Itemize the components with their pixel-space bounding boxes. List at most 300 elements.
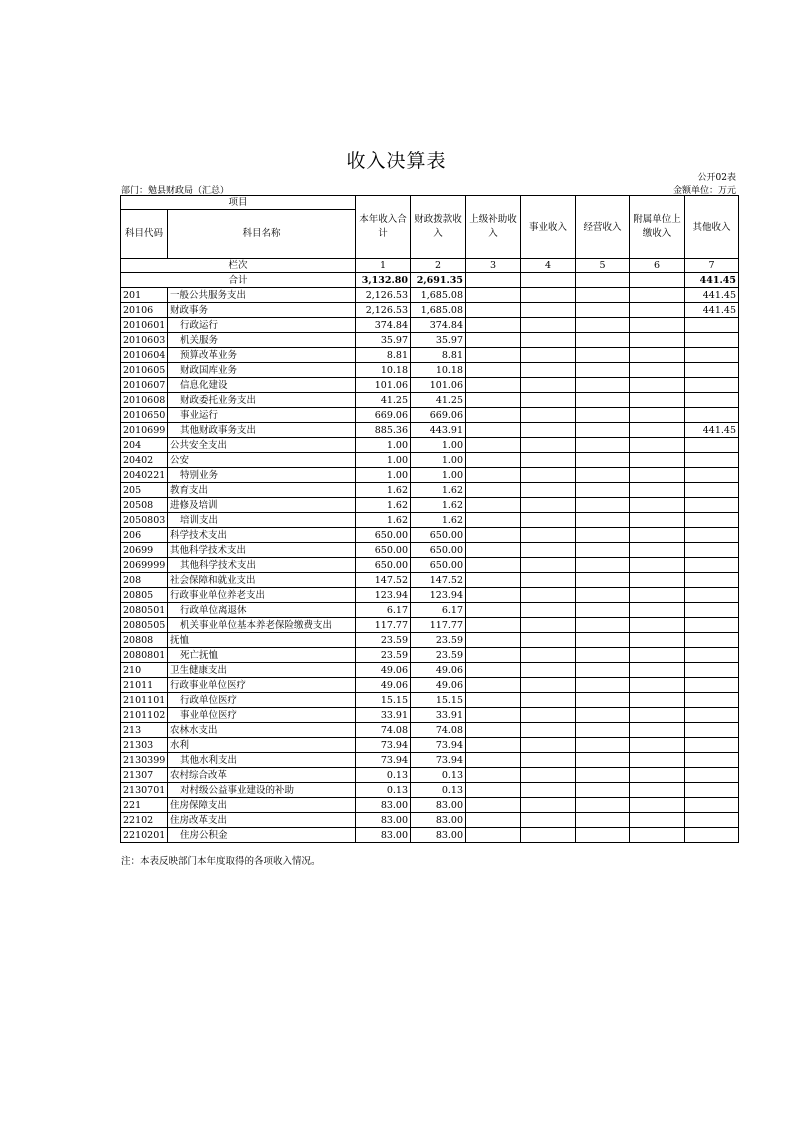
row-code: 205	[121, 483, 168, 498]
row-code: 2080505	[121, 618, 168, 633]
table-row	[121, 603, 739, 618]
row-code: 2010604	[121, 348, 168, 363]
row-name: 财政国库业务	[168, 363, 356, 378]
row-other	[685, 528, 739, 543]
row-total-income: 83.00	[356, 828, 411, 843]
row-superior	[466, 753, 521, 768]
row-superior	[466, 768, 521, 783]
row-code: 22102	[121, 813, 168, 828]
row-other	[685, 558, 739, 573]
row-total-income: 6.17	[356, 603, 411, 618]
row-name: 社会保障和就业支出	[168, 573, 356, 588]
row-operating	[576, 723, 630, 738]
row-other	[685, 318, 739, 333]
row-other	[685, 498, 739, 513]
row-superior	[466, 543, 521, 558]
row-business	[521, 663, 576, 678]
table-row	[121, 693, 739, 708]
row-business	[521, 813, 576, 828]
row-fiscal: 123.94	[411, 588, 466, 603]
table-row	[121, 513, 739, 528]
row-operating	[576, 693, 630, 708]
row-business	[521, 483, 576, 498]
table-row	[121, 408, 739, 423]
row-superior	[466, 633, 521, 648]
row-superior	[466, 303, 521, 318]
row-total-income: 1.00	[356, 438, 411, 453]
row-superior	[466, 558, 521, 573]
row-fiscal: 650.00	[411, 528, 466, 543]
row-fiscal: 1.00	[411, 468, 466, 483]
row-business	[521, 348, 576, 363]
row-code: 20106	[121, 303, 168, 318]
row-affiliated	[630, 813, 685, 828]
table-row	[121, 483, 739, 498]
table-row	[121, 663, 739, 678]
header-code: 科目代码	[121, 210, 168, 259]
row-business	[521, 708, 576, 723]
row-total-income: 669.06	[356, 408, 411, 423]
row-business	[521, 393, 576, 408]
row-operating	[576, 648, 630, 663]
row-operating	[576, 438, 630, 453]
row-code: 2069999	[121, 558, 168, 573]
row-name: 其他科学技术支出	[168, 558, 356, 573]
row-name: 抚恤	[168, 633, 356, 648]
row-other	[685, 753, 739, 768]
row-affiliated	[630, 633, 685, 648]
row-code: 2010608	[121, 393, 168, 408]
row-fiscal: 1,685.08	[411, 288, 466, 303]
row-name: 行政单位离退休	[168, 603, 356, 618]
row-name: 行政运行	[168, 318, 356, 333]
row-code: 2210201	[121, 828, 168, 843]
row-fiscal: 35.97	[411, 333, 466, 348]
row-fiscal: 650.00	[411, 543, 466, 558]
row-fiscal: 117.77	[411, 618, 466, 633]
row-fiscal: 49.06	[411, 663, 466, 678]
row-fiscal: 83.00	[411, 828, 466, 843]
row-code: 2010607	[121, 378, 168, 393]
row-code: 20805	[121, 588, 168, 603]
row-total-income: 0.13	[356, 783, 411, 798]
row-superior	[466, 453, 521, 468]
row-superior	[466, 798, 521, 813]
table-row	[121, 738, 739, 753]
row-operating	[576, 348, 630, 363]
row-other	[685, 393, 739, 408]
row-name: 事业运行	[168, 408, 356, 423]
row-other	[685, 738, 739, 753]
row-other	[685, 618, 739, 633]
row-fiscal: 73.94	[411, 753, 466, 768]
row-other	[685, 363, 739, 378]
row-superior	[466, 573, 521, 588]
table-row	[121, 393, 739, 408]
form-number: 公开02表	[697, 173, 736, 183]
row-name: 公共安全支出	[168, 438, 356, 453]
row-superior	[466, 483, 521, 498]
row-business	[521, 333, 576, 348]
row-business	[521, 693, 576, 708]
row-superior	[466, 318, 521, 333]
row-other: 441.45	[685, 303, 739, 318]
table-row	[121, 333, 739, 348]
row-affiliated	[630, 768, 685, 783]
row-operating	[576, 618, 630, 633]
table-row	[121, 363, 739, 378]
row-business	[521, 303, 576, 318]
row-business	[521, 588, 576, 603]
row-operating	[576, 498, 630, 513]
row-fiscal: 23.59	[411, 648, 466, 663]
row-name: 行政事业单位医疗	[168, 678, 356, 693]
row-superior	[466, 708, 521, 723]
row-other	[685, 453, 739, 468]
row-affiliated	[630, 738, 685, 753]
row-business	[521, 603, 576, 618]
row-affiliated	[630, 423, 685, 438]
table-row	[121, 723, 739, 738]
row-operating	[576, 543, 630, 558]
row-total-income: 23.59	[356, 648, 411, 663]
row-affiliated	[630, 498, 685, 513]
row-business	[521, 783, 576, 798]
row-business	[521, 543, 576, 558]
row-code: 21307	[121, 768, 168, 783]
row-name: 行政事业单位养老支出	[168, 588, 356, 603]
row-total-income: 49.06	[356, 678, 411, 693]
table-row	[121, 588, 739, 603]
table-row	[121, 798, 739, 813]
row-business	[521, 738, 576, 753]
table-row	[121, 558, 739, 573]
column-number: 7	[685, 259, 739, 273]
row-other	[685, 333, 739, 348]
row-fiscal: 33.91	[411, 708, 466, 723]
row-other	[685, 348, 739, 363]
row-business	[521, 618, 576, 633]
row-operating	[576, 288, 630, 303]
row-total-income: 0.13	[356, 768, 411, 783]
row-fiscal: 15.15	[411, 693, 466, 708]
row-operating	[576, 603, 630, 618]
row-total-income: 374.84	[356, 318, 411, 333]
row-operating	[576, 663, 630, 678]
income-table	[120, 195, 739, 843]
row-operating	[576, 378, 630, 393]
column-number: 3	[466, 259, 521, 273]
row-superior	[466, 588, 521, 603]
row-total-income: 1.62	[356, 483, 411, 498]
header-row-item	[121, 196, 739, 210]
row-other	[685, 573, 739, 588]
row-code: 221	[121, 798, 168, 813]
table-row	[121, 783, 739, 798]
table-row	[121, 303, 739, 318]
row-affiliated	[630, 318, 685, 333]
row-business	[521, 438, 576, 453]
row-total-income: 8.81	[356, 348, 411, 363]
row-operating	[576, 483, 630, 498]
row-business	[521, 363, 576, 378]
row-name: 机关事业单位基本养老保险缴费支出	[168, 618, 356, 633]
row-total-income: 1.62	[356, 513, 411, 528]
row-affiliated	[630, 378, 685, 393]
row-total-income: 117.77	[356, 618, 411, 633]
row-name: 公安	[168, 453, 356, 468]
header-other: 其他收入	[685, 196, 739, 259]
total-fiscal-value: 2,691.35	[411, 273, 466, 288]
row-superior	[466, 738, 521, 753]
row-business	[521, 318, 576, 333]
row-code: 2010650	[121, 408, 168, 423]
row-fiscal: 10.18	[411, 363, 466, 378]
row-other	[685, 603, 739, 618]
row-business	[521, 573, 576, 588]
row-name: 进修及培训	[168, 498, 356, 513]
row-total-income: 10.18	[356, 363, 411, 378]
row-superior	[466, 423, 521, 438]
row-business	[521, 453, 576, 468]
row-name: 教育支出	[168, 483, 356, 498]
row-other	[685, 408, 739, 423]
row-name: 预算改革业务	[168, 348, 356, 363]
row-fiscal: 1.00	[411, 453, 466, 468]
row-code: 2080501	[121, 603, 168, 618]
table-row	[121, 813, 739, 828]
table-row	[121, 528, 739, 543]
row-name: 机关服务	[168, 333, 356, 348]
row-affiliated	[630, 348, 685, 363]
row-business	[521, 648, 576, 663]
row-affiliated	[630, 798, 685, 813]
row-other	[685, 543, 739, 558]
row-total-income: 41.25	[356, 393, 411, 408]
row-code: 2010601	[121, 318, 168, 333]
total-affiliated-value	[630, 273, 685, 288]
row-affiliated	[630, 468, 685, 483]
column-number: 5	[576, 259, 630, 273]
table-row	[121, 438, 739, 453]
row-fiscal: 650.00	[411, 558, 466, 573]
row-business	[521, 723, 576, 738]
header-item: 项目	[121, 196, 356, 210]
total-label: 合计	[121, 273, 356, 288]
row-operating	[576, 768, 630, 783]
row-other	[685, 633, 739, 648]
row-affiliated	[630, 588, 685, 603]
row-fiscal: 8.81	[411, 348, 466, 363]
row-name: 特别业务	[168, 468, 356, 483]
row-code: 213	[121, 723, 168, 738]
row-code: 2101102	[121, 708, 168, 723]
row-operating	[576, 453, 630, 468]
row-code: 206	[121, 528, 168, 543]
row-total-income: 650.00	[356, 543, 411, 558]
row-fiscal: 83.00	[411, 813, 466, 828]
row-total-income: 650.00	[356, 558, 411, 573]
row-business	[521, 408, 576, 423]
row-name: 一般公共服务支出	[168, 288, 356, 303]
row-name: 其他财政事务支出	[168, 423, 356, 438]
row-affiliated	[630, 573, 685, 588]
header-operating: 经营收入	[576, 196, 630, 259]
row-other	[685, 588, 739, 603]
row-name: 住房保障支出	[168, 798, 356, 813]
total-row	[121, 273, 739, 288]
row-operating	[576, 753, 630, 768]
row-operating	[576, 813, 630, 828]
column-number: 6	[630, 259, 685, 273]
row-fiscal: 0.13	[411, 783, 466, 798]
row-total-income: 15.15	[356, 693, 411, 708]
row-superior	[466, 468, 521, 483]
table-row	[121, 828, 739, 843]
row-total-income: 74.08	[356, 723, 411, 738]
row-affiliated	[630, 648, 685, 663]
row-other: 441.45	[685, 288, 739, 303]
row-business	[521, 468, 576, 483]
row-name: 农林水支出	[168, 723, 356, 738]
row-operating	[576, 588, 630, 603]
row-affiliated	[630, 693, 685, 708]
row-code: 2101101	[121, 693, 168, 708]
table-row	[121, 618, 739, 633]
row-code: 21303	[121, 738, 168, 753]
row-fiscal: 0.13	[411, 768, 466, 783]
row-fiscal: 74.08	[411, 723, 466, 738]
row-superior	[466, 663, 521, 678]
row-fiscal: 6.17	[411, 603, 466, 618]
header-total-income: 本年收入合计	[356, 196, 411, 259]
row-superior	[466, 333, 521, 348]
table-row	[121, 678, 739, 693]
row-superior	[466, 363, 521, 378]
total-business-value	[521, 273, 576, 288]
row-name: 财政事务	[168, 303, 356, 318]
table-row	[121, 753, 739, 768]
row-other	[685, 468, 739, 483]
row-total-income: 1.00	[356, 468, 411, 483]
row-name: 科学技术支出	[168, 528, 356, 543]
row-name: 信息化建设	[168, 378, 356, 393]
department-label: 部门：勉县财政局（汇总）	[121, 186, 230, 196]
row-operating	[576, 318, 630, 333]
row-total-income: 2,126.53	[356, 288, 411, 303]
header-name: 科目名称	[168, 210, 356, 259]
row-total-income: 2,126.53	[356, 303, 411, 318]
row-business	[521, 528, 576, 543]
table-row	[121, 468, 739, 483]
row-code: 204	[121, 438, 168, 453]
row-code: 2040221	[121, 468, 168, 483]
row-affiliated	[630, 723, 685, 738]
row-total-income: 83.00	[356, 798, 411, 813]
row-name: 对村级公益事业建设的补助	[168, 783, 356, 798]
row-fiscal: 73.94	[411, 738, 466, 753]
row-affiliated	[630, 288, 685, 303]
row-operating	[576, 393, 630, 408]
row-business	[521, 423, 576, 438]
row-fiscal: 1.62	[411, 483, 466, 498]
row-business	[521, 633, 576, 648]
row-code: 210	[121, 663, 168, 678]
row-business	[521, 798, 576, 813]
row-fiscal: 49.06	[411, 678, 466, 693]
row-total-income: 123.94	[356, 588, 411, 603]
row-affiliated	[630, 783, 685, 798]
row-superior	[466, 723, 521, 738]
row-superior	[466, 783, 521, 798]
table-row	[121, 648, 739, 663]
row-fiscal: 669.06	[411, 408, 466, 423]
row-operating	[576, 783, 630, 798]
row-affiliated	[630, 528, 685, 543]
table-row	[121, 708, 739, 723]
row-operating	[576, 573, 630, 588]
table-row	[121, 633, 739, 648]
row-total-income: 35.97	[356, 333, 411, 348]
row-operating	[576, 633, 630, 648]
row-other	[685, 678, 739, 693]
row-other	[685, 798, 739, 813]
row-other	[685, 513, 739, 528]
row-affiliated	[630, 678, 685, 693]
row-other: 441.45	[685, 423, 739, 438]
column-number: 2	[411, 259, 466, 273]
row-affiliated	[630, 618, 685, 633]
row-business	[521, 828, 576, 843]
row-affiliated	[630, 453, 685, 468]
row-superior	[466, 603, 521, 618]
row-affiliated	[630, 828, 685, 843]
row-operating	[576, 333, 630, 348]
row-total-income: 23.59	[356, 633, 411, 648]
row-total-income: 33.91	[356, 708, 411, 723]
row-code: 20508	[121, 498, 168, 513]
row-operating	[576, 363, 630, 378]
row-other	[685, 378, 739, 393]
row-superior	[466, 648, 521, 663]
row-other	[685, 663, 739, 678]
header-column-label: 栏次	[121, 259, 356, 273]
row-name: 其他水利支出	[168, 753, 356, 768]
row-other	[685, 438, 739, 453]
row-name: 住房改革支出	[168, 813, 356, 828]
row-name: 农村综合改革	[168, 768, 356, 783]
row-fiscal: 443.91	[411, 423, 466, 438]
row-code: 20402	[121, 453, 168, 468]
row-affiliated	[630, 708, 685, 723]
row-other	[685, 813, 739, 828]
row-affiliated	[630, 333, 685, 348]
row-fiscal: 41.25	[411, 393, 466, 408]
row-business	[521, 513, 576, 528]
row-operating	[576, 423, 630, 438]
row-total-income: 101.06	[356, 378, 411, 393]
row-operating	[576, 513, 630, 528]
row-superior	[466, 678, 521, 693]
header-business: 事业收入	[521, 196, 576, 259]
row-name: 死亡抚恤	[168, 648, 356, 663]
row-business	[521, 558, 576, 573]
header-superior: 上级补助收入	[466, 196, 521, 259]
row-affiliated	[630, 753, 685, 768]
row-superior	[466, 438, 521, 453]
table-row	[121, 498, 739, 513]
row-superior	[466, 813, 521, 828]
